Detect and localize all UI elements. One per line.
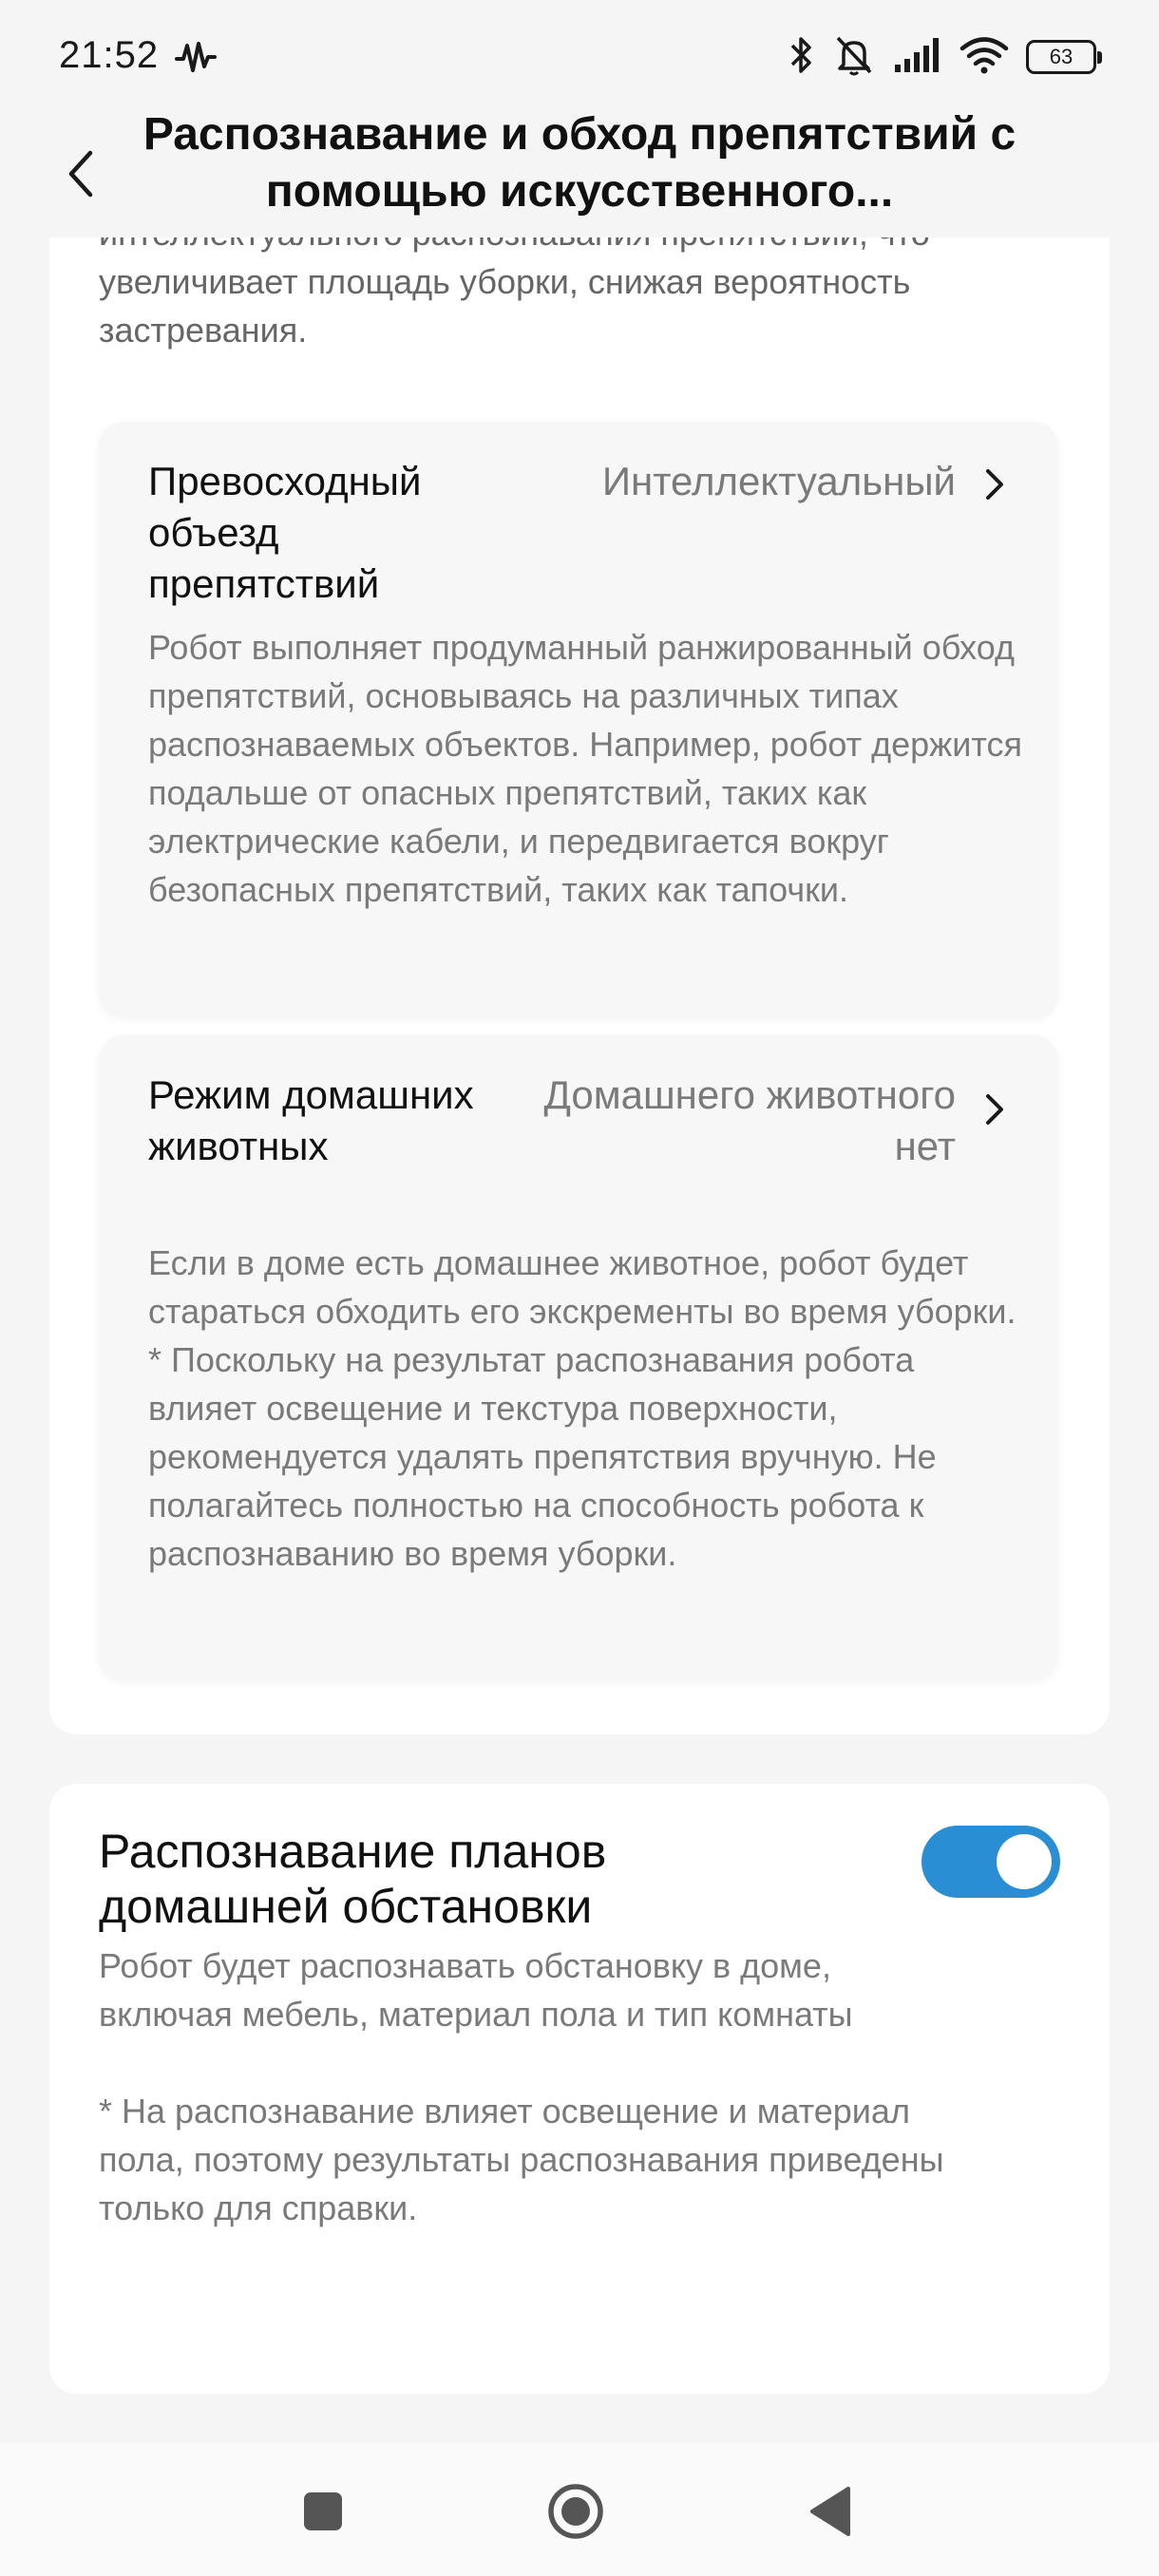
recents-square-icon bbox=[301, 2490, 345, 2533]
wifi-icon bbox=[960, 36, 1009, 79]
battery-level: 63 bbox=[1049, 45, 1074, 68]
header bbox=[0, 103, 1159, 237]
obstacle-avoidance-title: Превосходный объезд препятствий bbox=[148, 459, 422, 606]
home-layout-recognition-toggle[interactable] bbox=[922, 1826, 1060, 1898]
bluetooth-icon bbox=[788, 34, 815, 81]
pet-mode-option[interactable] bbox=[99, 1035, 1058, 1681]
chevron-left-icon bbox=[64, 147, 96, 200]
pet-mode-title: Режим домашних животных bbox=[148, 1072, 474, 1168]
home-circle-icon bbox=[546, 2482, 605, 2541]
obstacle-avoidance-option[interactable] bbox=[99, 422, 1058, 1018]
recents-button[interactable] bbox=[293, 2481, 353, 2542]
navigation-bar bbox=[0, 2443, 1159, 2576]
battery-icon bbox=[1026, 40, 1096, 74]
back-nav-button[interactable] bbox=[800, 2481, 861, 2542]
page-title: Распознавание и обход препятствий с помощью искусственного... bbox=[142, 109, 1016, 217]
pet-mode-value: Домашнего животного нет bbox=[543, 1072, 956, 1168]
chevron-right-icon bbox=[980, 1090, 1009, 1128]
obstacle-avoidance-value: Интеллектуальный bbox=[601, 459, 956, 503]
obstacle-avoidance-description: Робот выполняет продуманный ранжированный обход препятствий, основываясь на различных типах распознаваемых объектов. Например, робот держится подальше от опасных препятствий, таких как электрические кабели, и передвигается вокруг безопасных препятствий, таких как тапочки. bbox=[148, 628, 1022, 909]
obstacle-settings-card bbox=[49, 152, 1110, 1734]
toggle-knob bbox=[997, 1834, 1052, 1889]
status-icons bbox=[788, 32, 1096, 82]
home-layout-recognition-card bbox=[49, 1784, 1110, 2394]
status-time: 21:52 bbox=[59, 34, 160, 76]
mute-bell-icon bbox=[832, 34, 876, 81]
back-triangle-icon bbox=[807, 2485, 854, 2538]
intro-text: увеличивает площадь уборки, снижая вероятность застревания. bbox=[99, 262, 911, 350]
signal-icon bbox=[893, 36, 942, 79]
home-layout-recognition-title: Распознавание планов домашней обстановки bbox=[99, 1825, 607, 1933]
pet-mode-description: Если в доме есть домашнее животное, робот будет стараться обходить его экскременты во время уборки. * Поскольку на результат распознавания робота влияет освещение и текстура поверхности, рекомендуется удалять препятствия вручную. Не полагайтесь полностью на способность робота к распознаванию во время уборки. bbox=[148, 1243, 1016, 1573]
status-bar bbox=[0, 0, 1159, 114]
chevron-right-icon bbox=[980, 465, 1009, 503]
home-button[interactable] bbox=[545, 2481, 606, 2542]
home-layout-recognition-description: Робот будет распознавать обстановку в доме, включая мебель, материал пола и тип комнаты * На распознавание влияет освещение и материал пола, поэтому результаты распознавания приведены только для справки. bbox=[99, 1946, 944, 2227]
activity-wave-icon bbox=[175, 38, 217, 81]
back-button[interactable] bbox=[51, 141, 108, 207]
